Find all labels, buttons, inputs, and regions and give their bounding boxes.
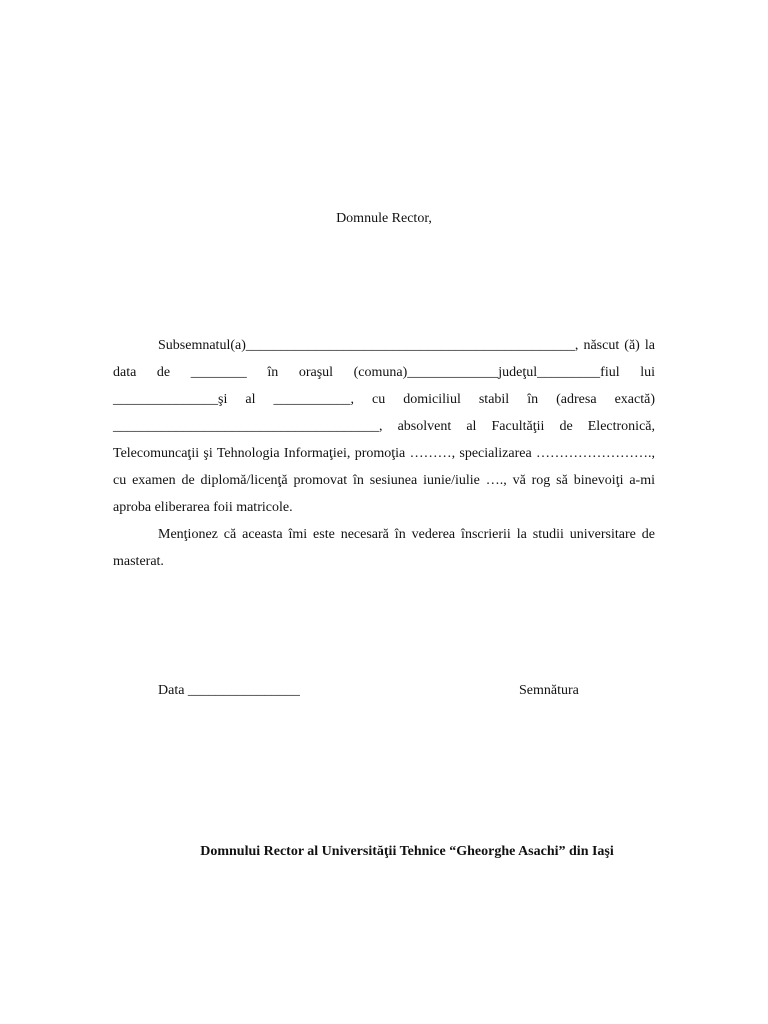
addressee: Domnului Rector al Universităţii Tehnice “Gheorghe Asachi” din Iaşi <box>200 844 614 859</box>
request-body <box>113 332 655 575</box>
request-paragraph: Subsemnatul(a)_______________________________________________, născut (ă) la data de ________ în oraşul (comuna)_____________judeţul_________fiul lui _______________şi al ___________, cu domiciliul stabil în (adresa exactă) ______________________________________, absolvent al Facultăţii de Electronică, Telecomuncaţii şi Tehnologia Informaţiei, promoţia ………, specializarea ……………………., cu examen de diplomă/licenţă promovat în sesiunea iunie/iulie …., vă rog să binevoiţi a-mi aproba eliberarea foii matricole. <box>113 338 655 515</box>
signature-label: Semnătura <box>519 683 579 698</box>
date-line: Data ________________ <box>158 683 300 698</box>
salutation: Domnule Rector, <box>336 211 432 226</box>
purpose-paragraph: Menţionez că aceasta îmi este necesară în vederea înscrierii la studii universitare de masterat. <box>113 527 655 569</box>
